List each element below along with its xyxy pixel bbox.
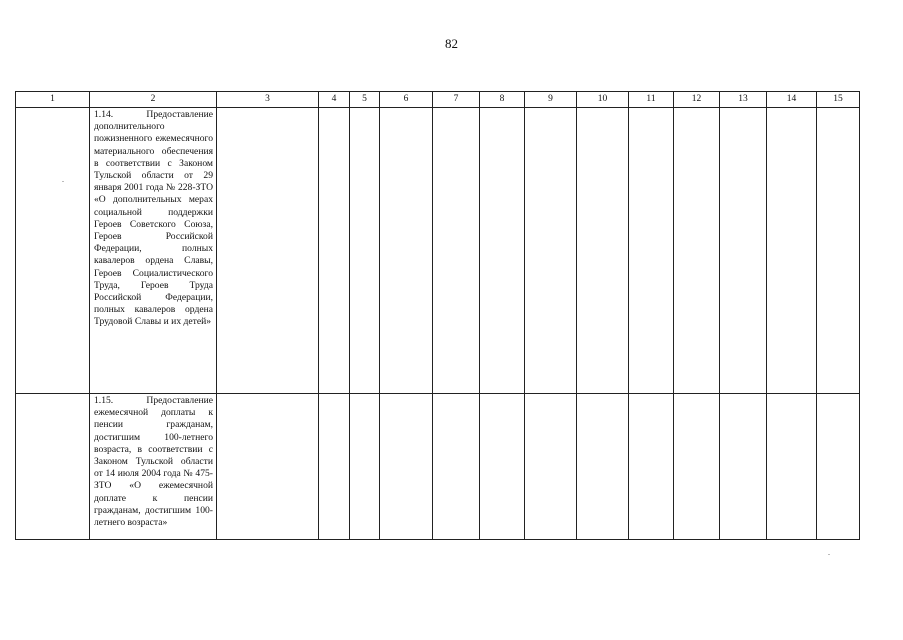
data-table xyxy=(15,91,860,540)
table-cell xyxy=(380,394,433,540)
table-cell xyxy=(319,394,350,540)
table-cell xyxy=(480,108,525,394)
table-cell xyxy=(380,108,433,394)
scan-speck xyxy=(828,554,830,555)
table-cell xyxy=(720,394,767,540)
table-cell xyxy=(577,108,629,394)
column-header: 5 xyxy=(350,92,380,108)
table-cell xyxy=(217,394,319,540)
table-cell xyxy=(433,108,480,394)
table-cell xyxy=(433,394,480,540)
table-cell xyxy=(629,108,674,394)
column-header: 2 xyxy=(90,92,217,108)
column-header: 8 xyxy=(480,92,525,108)
column-header: 13 xyxy=(720,92,767,108)
row-description-text: 1.14. Предоставление дополнительного пожизненного ежемесячного материального обеспечения в соответствии с Законом Тульской области от 29 января 2001 года № 228-ЗТО «О дополнительных мерах социальной поддержки Героев Советского Союза, Героев Российской Федерации, полных кавалеров ордена Славы, Героев Социалистического Труда, Героев Труда Российской Федерации, полных кавалеров ордена Трудовой Славы и их детей» xyxy=(94,109,213,328)
row-description xyxy=(90,394,217,540)
table-cell xyxy=(350,394,380,540)
row-description xyxy=(90,108,217,394)
table-cell xyxy=(767,394,817,540)
table-cell xyxy=(525,108,577,394)
table-cell xyxy=(525,394,577,540)
column-header: 10 xyxy=(577,92,629,108)
column-header: 1 xyxy=(16,92,90,108)
table-row xyxy=(16,108,860,394)
column-header: 14 xyxy=(767,92,817,108)
column-header: 4 xyxy=(319,92,350,108)
table-cell xyxy=(16,394,90,540)
table-cell xyxy=(577,394,629,540)
column-header: 12 xyxy=(674,92,720,108)
table-cell xyxy=(480,394,525,540)
column-header: 6 xyxy=(380,92,433,108)
table-cell xyxy=(319,108,350,394)
table-cell xyxy=(16,108,90,394)
table-cell xyxy=(629,394,674,540)
table-cell xyxy=(720,108,767,394)
column-header: 15 xyxy=(817,92,860,108)
page-number: 82 xyxy=(445,36,458,51)
table-cell xyxy=(767,108,817,394)
column-header: 9 xyxy=(525,92,577,108)
table-cell xyxy=(674,108,720,394)
column-header: 7 xyxy=(433,92,480,108)
column-header: 11 xyxy=(629,92,674,108)
scan-speck xyxy=(62,181,64,182)
row-description-text: 1.15. Предоставление ежемесячной доплаты к пенсии гражданам, достигшим 100-летнего возраста, в соответствии с Законом Тульской области от 14 июля 2004 года № 475-ЗТО «О ежемесячной доплате к пенсии гражданам, достигшим 100-летнего возраста» xyxy=(94,395,213,529)
table-cell xyxy=(817,394,860,540)
column-header: 3 xyxy=(217,92,319,108)
table-cell xyxy=(350,108,380,394)
table-cell xyxy=(817,108,860,394)
table-header-row xyxy=(16,92,860,108)
table-cell xyxy=(217,108,319,394)
table-cell xyxy=(674,394,720,540)
table-row xyxy=(16,394,860,540)
